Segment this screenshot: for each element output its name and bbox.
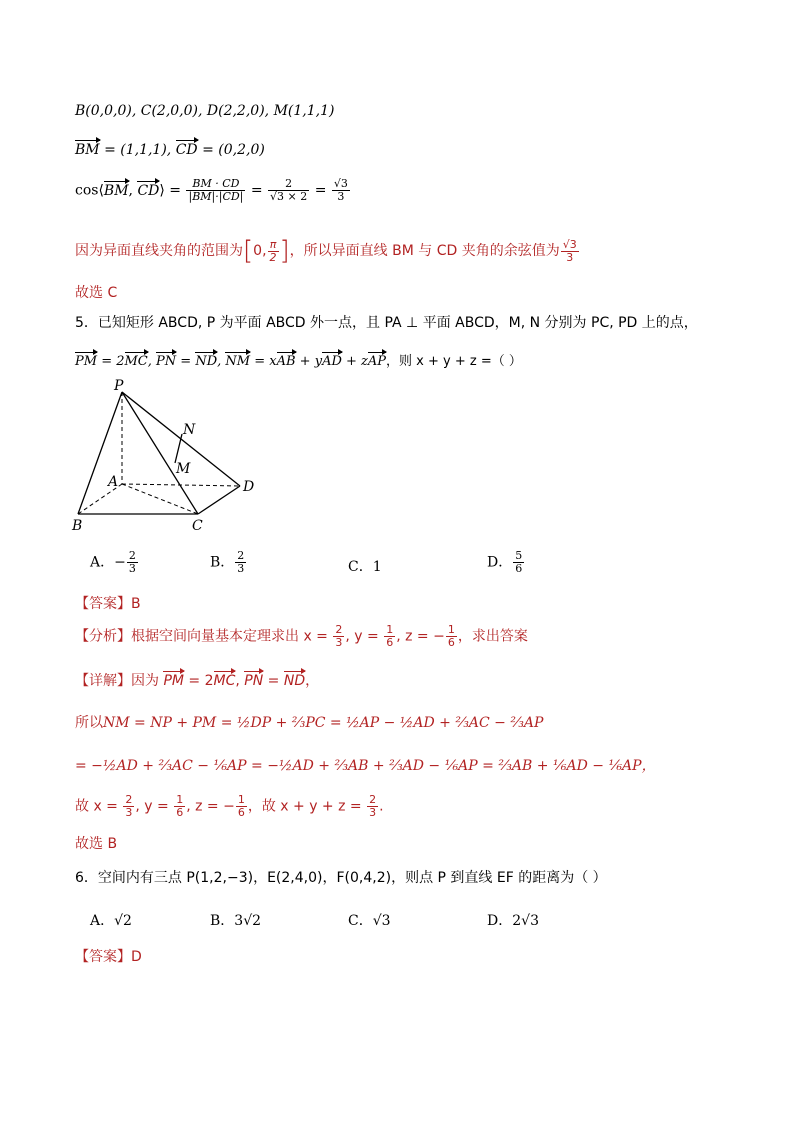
choose-b: 故选 B — [75, 836, 118, 852]
frac-root3-3: $\frac{√3}{3}$ — [333, 177, 348, 203]
t-x: $\frac{2}{3}$ — [125, 793, 133, 819]
q6-choice-c[interactable] — [348, 910, 391, 930]
q6-answer — [75, 946, 142, 966]
vec-cd-value: = (0,2,0) — [197, 142, 265, 158]
label-m: M — [176, 461, 191, 477]
frac-2-root3x2: $\frac{2}{√3 \times 2}$ — [270, 177, 308, 203]
q5-stem-line1: 5．已知矩形 ABCD, P 为平面 ABCD 外一点，且 PA ⊥ 平面 ABCD，M, N 分别为 PC, PD 上的点， — [75, 315, 698, 331]
detail-vec-mc: MC — [213, 673, 236, 689]
q5-detail — [75, 670, 319, 690]
range-zero: 0, — [253, 243, 267, 259]
range-line: 因为异面直线夹角的范围为[0, $\frac{\pi}{2}$ ]，所以异面直线 BM 与 CD 夹角的余弦值为 $\frac{√3}{3}$ — [75, 236, 577, 266]
label-d: D — [243, 479, 255, 495]
choice-sign: − — [114, 554, 126, 571]
answer-root3-3: $\frac{√3}{3}$ — [562, 237, 577, 264]
q5-derivation-line2: = −½AD + ⅔AC − ⅙AP = −½AD + ⅔AB + ⅔AD − ⅙AP = ⅔AB + ⅙AD − ⅙AP， — [75, 758, 656, 774]
q5-derivation-line1 — [75, 712, 543, 732]
therefore-b: , y = — [135, 798, 174, 815]
detail-vec-pm: PM — [163, 673, 184, 689]
pyramid-figure — [70, 378, 270, 533]
q5-choice-b[interactable] — [210, 550, 247, 575]
cos-suffix: ⟩ = — [159, 182, 186, 199]
choice-label: D． — [487, 913, 513, 929]
edge-cd — [198, 486, 240, 514]
range-pi-over-2: $\frac{\pi}{2}$ — [269, 237, 277, 264]
t-z: $\frac{1}{6}$ — [237, 793, 245, 819]
q5-stem-line2 — [75, 350, 522, 369]
q5-choice-c[interactable] — [348, 556, 382, 576]
t-sum: $\frac{2}{3}$ — [369, 793, 377, 819]
q5-s-e: = x — [250, 354, 277, 369]
choose-c: 故选 C — [75, 285, 118, 301]
segment-nm — [175, 434, 182, 463]
analysis-text-d: ，求出答案 — [457, 628, 528, 645]
q5-therefore — [75, 794, 384, 819]
label-c: C — [192, 518, 203, 533]
q5-s-h: ，则 x + y + z =（ ） — [386, 354, 522, 369]
t-y: $\frac{1}{6}$ — [176, 793, 184, 819]
choice-value: 2√3 — [512, 913, 539, 929]
choice-value: √3 — [372, 913, 391, 929]
q5-s-c: = — [176, 354, 196, 369]
detail-tag: 【详解】 — [75, 673, 131, 689]
analysis-text-c: , z = − — [396, 628, 445, 645]
answer-value: D — [131, 949, 142, 965]
q5-s-g: + z — [341, 354, 368, 369]
q5-answer — [75, 593, 141, 613]
q5-analysis — [75, 624, 528, 649]
analysis-x: $\frac{2}{3}$ — [335, 623, 343, 649]
q6-choice-d[interactable] — [487, 910, 539, 930]
choice-value: 3√2 — [234, 913, 262, 929]
q6-choice-a[interactable] — [90, 910, 132, 930]
detail-c: , — [235, 673, 245, 689]
cos-mid: , — [128, 182, 138, 199]
q6-choice-b[interactable] — [210, 910, 261, 930]
choice-label: A． — [90, 913, 115, 929]
choice-frac: $\frac{2}{3}$ — [237, 549, 245, 575]
analysis-tag: 【分析】 — [75, 628, 131, 645]
q5-s-f: + y — [295, 354, 323, 369]
q6-stem: 6．空间内有三点 P(1,2,−3)，E(2,4,0)，F(0,4,2)，则点 P 到直线 EF 的距离为（ ） — [75, 870, 607, 886]
q5-s-b: , — [147, 354, 157, 369]
cos-prefix: cos⟨ — [75, 182, 104, 199]
answer-tag: 【答案】 — [75, 949, 131, 965]
q5-choice-d[interactable] — [487, 550, 525, 575]
choice-label: C． — [348, 559, 373, 575]
choice-label: D． — [487, 554, 513, 571]
detail-a: 因为 — [131, 673, 164, 689]
label-a: A — [108, 474, 119, 490]
range-tail: ，所以异面直线 BM 与 CD 夹角的余弦值为 — [289, 243, 560, 259]
vec-cd: CD — [175, 142, 198, 158]
choice-value: 1 — [372, 559, 382, 575]
analysis-text-a: 根据空间向量基本定理求出 x = — [131, 628, 333, 645]
label-b: B — [72, 518, 83, 533]
choice-label: C． — [348, 913, 373, 929]
edge-ac-hidden — [122, 484, 198, 514]
q5-vec-nd: ND — [195, 354, 218, 369]
answer-tag: 【答案】 — [75, 596, 131, 612]
analysis-z: $\frac{1}{6}$ — [447, 623, 455, 649]
therefore-d: ，故 x + y + z = — [247, 798, 367, 815]
therefore-e: . — [379, 798, 384, 815]
vec-bm: BM — [75, 142, 100, 158]
cos-vec-cd: CD — [137, 182, 160, 199]
so-text: 所以 — [75, 715, 103, 731]
vector-values-line — [75, 142, 265, 158]
analysis-text-b: , y = — [345, 628, 384, 645]
q5-s-d: , — [217, 354, 226, 369]
q5-choice-a[interactable] — [90, 550, 139, 575]
edge-pb — [78, 392, 122, 514]
analysis-y: $\frac{1}{6}$ — [386, 623, 394, 649]
derivation-1: NM = NP + PM = ½DP + ⅔PC = ½AP − ½AD + ⅔AC − ⅔AP — [103, 715, 544, 731]
q5-vec-pn: PN — [156, 354, 177, 369]
detail-e: ， — [305, 673, 320, 689]
therefore-a: 故 x = — [75, 798, 123, 815]
label-p: P — [114, 378, 124, 394]
q5-vec-nm: NM — [225, 354, 251, 369]
detail-b: = 2 — [183, 673, 214, 689]
q5-vec-ap: AP — [367, 354, 387, 369]
therefore-c: , z = − — [186, 798, 235, 815]
q5-vec-ab: AB — [276, 354, 296, 369]
eq1: = — [250, 182, 268, 199]
coords-line: B(0,0,0), C(2,0,0), D(2,2,0), M(1,1,1) — [75, 103, 335, 119]
cos-formula — [75, 178, 351, 203]
label-n: N — [183, 422, 196, 438]
q5-vec-pm: PM — [75, 354, 98, 369]
choice-value: √2 — [114, 913, 132, 929]
edge-pc — [122, 392, 198, 514]
choice-label: B． — [210, 554, 235, 571]
detail-d: = — [263, 673, 284, 689]
choice-frac: $\frac{5}{6}$ — [515, 549, 523, 575]
choice-label: B． — [210, 913, 235, 929]
q5-s-a: = 2 — [97, 354, 125, 369]
detail-vec-nd: ND — [283, 673, 306, 689]
choice-label: A． — [90, 554, 115, 571]
cos-fraction: $\frac{BM \cdot CD}{|BM|\cdot|CD|}$ — [188, 177, 244, 203]
answer-value: B — [131, 596, 141, 612]
q5-vec-mc: MC — [124, 354, 148, 369]
cos-vec-bm: BM — [103, 182, 129, 199]
q5-vec-ad: AD — [322, 354, 342, 369]
detail-vec-pn: PN — [244, 673, 264, 689]
eq2: = — [314, 182, 331, 199]
range-text: 因为异面直线夹角的范围为 — [75, 243, 243, 259]
vec-bm-value: = (1,1,1), — [99, 142, 176, 158]
choice-frac: $\frac{2}{3}$ — [128, 549, 136, 575]
